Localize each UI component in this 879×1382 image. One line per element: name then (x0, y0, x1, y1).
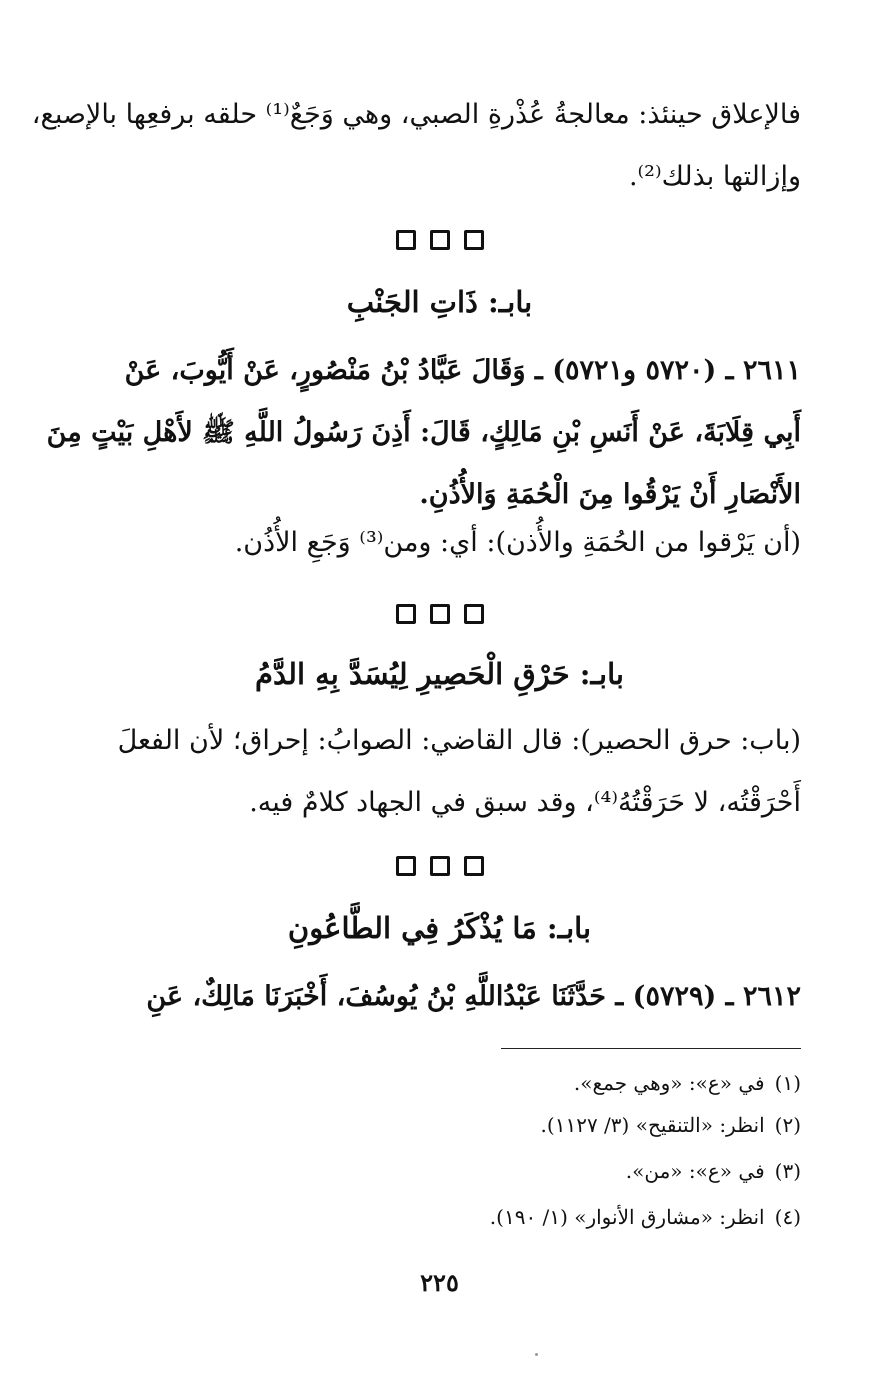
paragraph-ialaq (31, 84, 801, 208)
square-ornament-icon (464, 856, 484, 876)
text-line: أَبِي قِلَابَةَ، عَنْ أَنَسِ بْنِ مَالِكٍ، قَالَ: أَذِنَ رَسُولُ اللَّهِ ﷺ لأَهْلِ بَيْتٍ مِنَ (46, 417, 801, 448)
footnote-number: (٤) (774, 1205, 801, 1229)
footnote-text: انظر: «مشارق الأنوار» (١/ ١٩٠). (489, 1205, 765, 1229)
square-ornament-icon (464, 230, 484, 250)
footnote-divider (501, 1048, 801, 1049)
footnote-3 (81, 1156, 801, 1186)
text-line: أَحْرَقْتُه، لا حَرَقْتُهُ⁽⁴⁾، وقد سبق في الجهاد كلامٌ فيه. (249, 787, 801, 818)
footnote-1 (81, 1068, 801, 1098)
square-ornament-icon (430, 604, 450, 624)
commentary-hasir (81, 710, 801, 834)
scan-speck (535, 1353, 538, 1356)
text-line: (أن يَرْقوا من الحُمَةِ والأُذن): أي: ومن⁽³⁾ وَجَعِ الأُذُن. (234, 527, 801, 558)
square-ornament-icon (464, 604, 484, 624)
square-ornament-icon (396, 604, 416, 624)
square-ornament-icon (430, 230, 450, 250)
page-number: ٢٢٥ (420, 1268, 459, 1297)
hadith-2612 (81, 966, 801, 1028)
footnote-text: انظر: «التنقيح» (٣/ ١١٢٧). (540, 1113, 765, 1137)
hadith-2611 (46, 340, 801, 526)
square-ornament-icon (396, 230, 416, 250)
square-ornament-icon (396, 856, 416, 876)
chapter-heading: بابـ: ذَاتِ الجَنْبِ (346, 285, 533, 319)
chapter-heading: بابـ: حَرْقِ الْحَصِيرِ لِيُسَدَّ بِهِ الدَّمُ (255, 657, 624, 691)
section-separator (0, 604, 879, 624)
footnote-number: (١) (774, 1071, 801, 1095)
section-separator (0, 230, 879, 250)
footnote-2 (81, 1110, 801, 1140)
footnote-text: في «ع»: «من». (625, 1159, 765, 1183)
text-line: (باب: حرق الحصير): قال القاضي: الصوابُ: إحراق؛ لأن الفعلَ (117, 725, 801, 756)
footnote-4 (81, 1202, 801, 1232)
text-line: وإزالتها بذلك⁽²⁾. (628, 161, 801, 192)
footnote-text: في «ع»: «وهي جمع». (573, 1071, 765, 1095)
text-line: ٢٦١١ ـ (٥٧٢٠ و٥٧٢١) ـ وَقَالَ عَبَّادُ بْنُ مَنْصُورٍ، عَنْ أَيُّوبَ، عَنْ (124, 355, 801, 386)
text-line: الأَنْصَارِ أَنْ يَرْقُوا مِنَ الْحُمَةِ وَالأُذُنِ. (419, 479, 801, 510)
chapter-heading: بابـ: مَا يُذْكَرُ فِي الطَّاعُونِ (287, 911, 592, 945)
square-ornament-icon (430, 856, 450, 876)
text-line: ٢٦١٢ ـ (٥٧٢٩) ـ حَدَّثَنَا عَبْدُاللَّهِ بْنُ يُوسُفَ، أَخْبَرَنَا مَالِكٌ، عَنِ (146, 981, 801, 1012)
text-line: فالإعلاق حينئذ: معالجةُ عُذْرةِ الصبي، وهي وَجَعٌ⁽¹⁾ حلقه برفعِها بالإصبع، (31, 99, 801, 130)
section-separator (0, 856, 879, 876)
footnote-number: (٣) (774, 1159, 801, 1183)
commentary-humah (81, 512, 801, 574)
footnote-number: (٢) (774, 1113, 801, 1137)
